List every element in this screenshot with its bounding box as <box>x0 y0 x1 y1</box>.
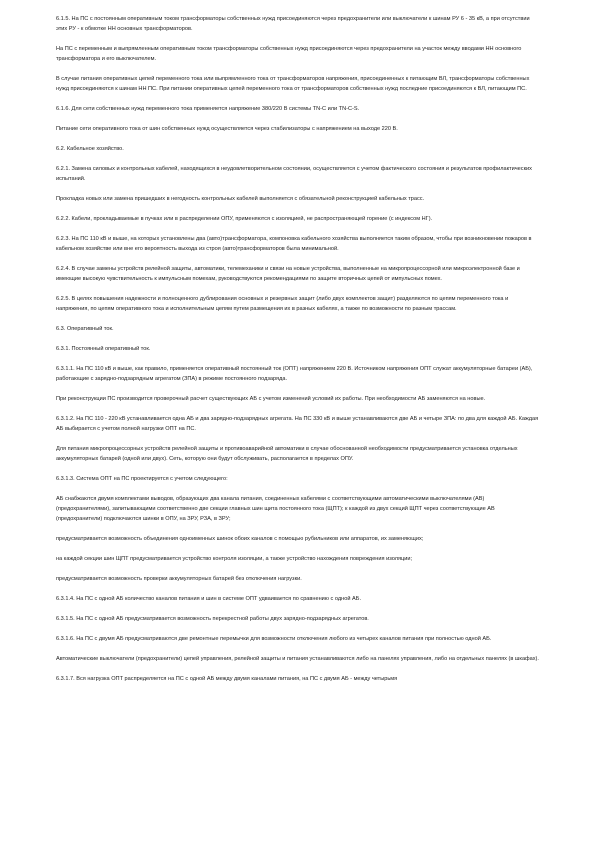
paragraph: Питание сети оперативного тока от шин собственных нужд осуществляется через стабилизаторы с напряжением на выходе 220 В. <box>56 126 398 132</box>
section-heading: 6.2. Кабельное хозяйство. <box>56 146 124 152</box>
paragraph: При реконструкции ПС производится проверочный расчет существующих АБ с учетом изменений условий их работы. При необходимости АБ заменяются на новые. <box>56 396 486 402</box>
paragraph: 6.3.1.4. На ПС с одной АБ количество каналов питания и шин в системе ОПТ удваивается по сравнению с одной АБ. <box>56 596 361 602</box>
paragraph: 6.3.1.2. На ПС 110 - 220 кВ устанавливается одна АБ и два зарядно-подзарядных агрегата. На ПС 330 кВ и выше устанавливаются две АБ и четыре ЗПА: по два для каждой АБ. Каждая АБ выбирается с учетом полной нагрузки ОПТ на ПС. <box>56 416 539 432</box>
paragraph: В случае питания оперативных цепей переменного тока или выпрямленного тока от трансформаторов напряжения, присоединенных к питающим ВЛ, трансформаторы собственных нужд присоединяются к шинам НН ПС. При питании оперативных цепей переменного тока от трансформаторов собственных нужд последние присоединяются к ВЛ, питающим ПС. <box>56 76 530 92</box>
paragraph: На ПС с переменным и выпрямленным оперативным током трансформаторы собственных нужд присоединяются через предохранители на участок между вводами НН основного трансформатора и его выключателем. <box>56 46 522 62</box>
paragraph: 6.1.6. Для сети собственных нужд переменного тока применяется напряжение 380/220 В системы TN-C или TN-C-S. <box>56 106 360 112</box>
paragraph: 6.3.1.5. На ПС с одной АБ предусматривается возможность перекрестной работы двух зарядно-подзарядных агрегатов. <box>56 616 369 622</box>
paragraph: Для питания микропроцессорных устройств релейной защиты и противоаварийной автоматики в случае обоснованной необходимости предусматривается установка отдельных аккумуляторных батарей (одной или двух). Сеть, которую они будут обслуживать, располагается в пределах ОПУ. <box>56 446 518 462</box>
paragraph: 6.3.1.3. Система ОПТ на ПС проектируется с учетом следующего: <box>56 476 228 482</box>
paragraph: 6.2.1. Замена силовых и контрольных кабелей, находящихся в неудовлетворительном состоянии, осуществляется с учетом фактического состояния и результатов профилактических испытаний. <box>56 166 532 182</box>
paragraph: на каждой секции шин ЩПТ предусматривается устройство контроля изоляции, а также устройство нахождения повреждения изоляции; <box>56 556 413 562</box>
paragraph: предусматривается возможность объединения одноименных шинок обоих каналов с помощью рубильников или аппаратов, их заменяющих; <box>56 536 424 542</box>
paragraph: АБ снабжаются двумя комплектами выводов, образующих два канала питания, соединенных кабелями с соответствующими автоматическими выключателями (АВ) (предохранителями), запитывающими соответственно две секции главных шин щита постоянного тока (ЩПТ); к каждой из двух секций ЩПТ через соответствующие АВ (предохранители) подключаются шинки в ОПУ, на ЗРУ, РЗА, в ЗРУ; <box>56 496 495 522</box>
paragraph: 6.1.5. На ПС с постоянным оперативным током трансформаторы собственных нужд присоединяются через предохранители или выключатели к шинам РУ 6 - 35 кВ, а при отсутствии этих РУ - к обмотке НН основных трансформаторов. <box>56 16 530 32</box>
subsection-heading: 6.3.1. Постоянный оперативный ток. <box>56 346 151 352</box>
paragraph: 6.2.3. На ПС 110 кВ и выше, на которых установлены два (авто)трансформатора, компоновка кабельного хозяйства выполняется таким образом, чтобы при возникновении пожаров в кабельном хозяйстве или вне его вероятность выхода из строя (авто)трансформаторов была минимальной. <box>56 236 532 252</box>
paragraph: 6.3.1.7. Вся нагрузка ОПТ распределяется на ПС с одной АБ между двумя каналами питания, на ПС с двумя АБ - между четырьмя <box>56 676 398 682</box>
paragraph: 6.2.2. Кабели, прокладываемые в пучках или в распределении ОПУ, применяются с изоляцией, не распространяющей горение (с индексом НГ). <box>56 216 433 222</box>
paragraph: 6.2.4. В случае замены устройств релейной защиты, автоматики, телемеханики и связи на новые устройства, выполненные на микропроцессорной или микроэлектронной базе и имеющие высокую чувствительность к импульсным помехам, руководствуются рекомендациями по защите вторичных цепей от импульсных помех. <box>56 266 520 282</box>
paragraph: предусматривается возможность проверки аккумуляторных батарей без отключения нагрузки. <box>56 576 302 582</box>
paragraph: Прокладка новых или замена пришедших в негодность контрольных кабелей выполняется с обязательной реконструкцией кабельных трасс. <box>56 196 425 202</box>
paragraph: 6.2.5. В целях повышения надежности и полноценного дублирования основных и резервных защит (либо двух комплектов защит) разделяются по цепям переменного тока и напряжения, по цепям оперативного тока и исполнительным цепям путем размещения их в разных кабелях, а также по возможности по разным трассам. <box>56 296 509 312</box>
paragraph: 6.3.1.6. На ПС с двумя АБ предусматриваются две ремонтные перемычки для возможности отключения любого из четырех каналов питания при полностью одной АБ. <box>56 636 492 642</box>
paragraph: 6.3.1.1. На ПС 110 кВ и выше, как правило, применяется оперативный постоянный ток (ОПТ) напряжением 220 В. Источником напряжения ОПТ служат аккумуляторные батареи (АБ), работающие с зарядно-подзарядным агрегатом (ЗПА) в режиме постоянного подзаряда. <box>56 366 533 382</box>
section-heading: 6.3. Оперативный ток. <box>56 326 114 332</box>
paragraph: Автоматические выключатели (предохранители) цепей управления, релейной защиты и питания устанавливаются либо на панелях управления, либо на отдельных панелях (в шкафах). <box>56 656 539 662</box>
